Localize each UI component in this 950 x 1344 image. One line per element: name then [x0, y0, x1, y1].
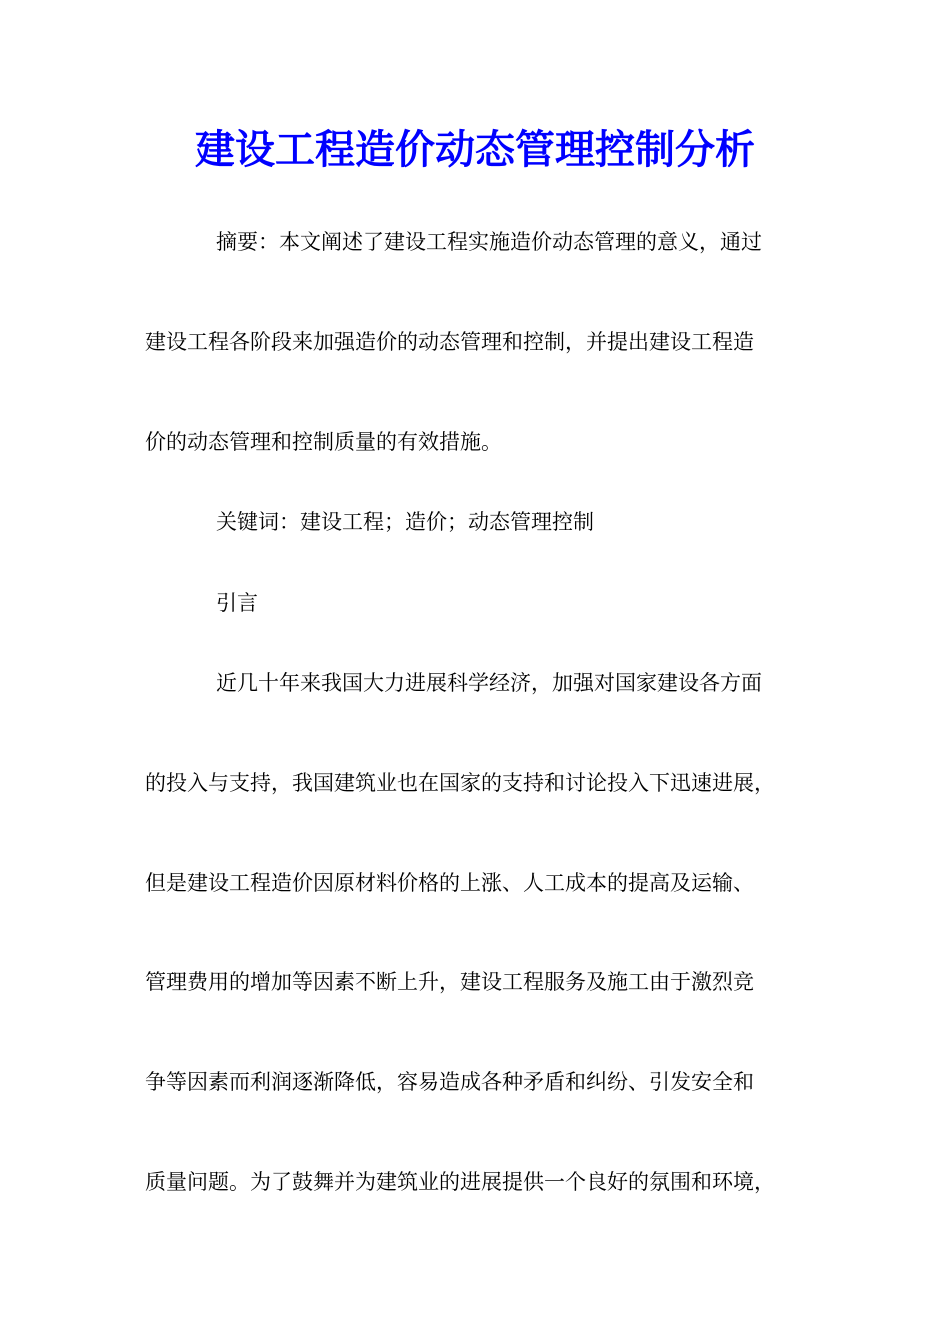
- body-line-5: 争等因素而利润逐渐降低，容易造成各种矛盾和纠纷、引发安全和: [145, 1070, 754, 1094]
- body-line-4: 管理费用的增加等因素不断上升，建设工程服务及施工由于激烈竞: [145, 970, 754, 994]
- body-line-6: 质量问题。为了鼓舞并为建筑业的进展提供一个良好的氛围和环境，: [145, 1170, 775, 1194]
- body-line-2: 的投入与支持，我国建筑业也在国家的支持和讨论投入下迅速进展，: [145, 771, 775, 795]
- section-heading-introduction: 引言: [216, 591, 258, 615]
- keywords-line: 关键词：建设工程；造价；动态管理控制: [216, 510, 594, 534]
- body-line-3: 但是建设工程造价因原材料价格的上涨、人工成本的提高及运输、: [145, 871, 754, 895]
- page-title: 建设工程造价动态管理控制分析: [195, 126, 755, 173]
- abstract-line-1: 摘要：本文阐述了建设工程实施造价动态管理的意义，通过: [216, 230, 762, 254]
- abstract-line-3: 价的动态管理和控制质量的有效措施。: [145, 430, 502, 454]
- abstract-line-2: 建设工程各阶段来加强造价的动态管理和控制，并提出建设工程造: [145, 330, 754, 354]
- body-line-1: 近几十年来我国大力进展科学经济，加强对国家建设各方面: [216, 671, 762, 695]
